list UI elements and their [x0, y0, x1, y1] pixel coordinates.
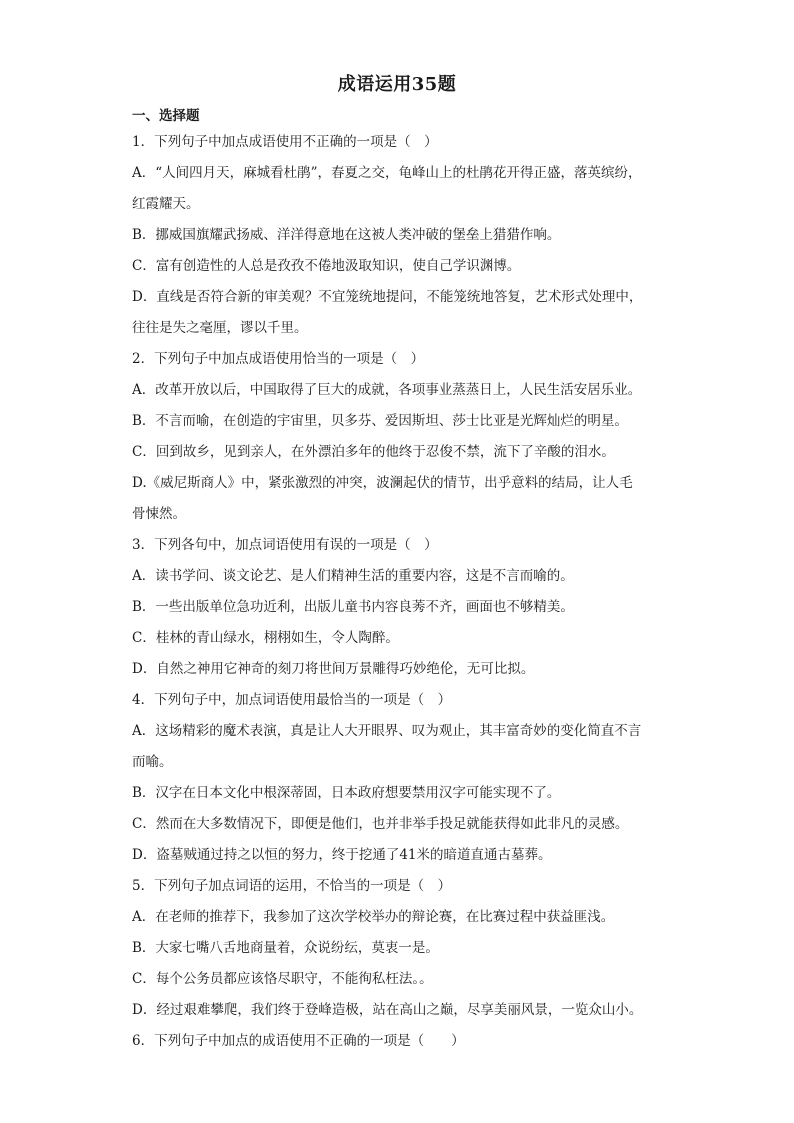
answer-option: A．改革开放以后，中国取得了巨大的成就，各项事业蒸蒸日上，人民生活安居乐业。 [132, 382, 642, 398]
question-stem: 2．下列句子中加点成语使用恰当的一项是（ ） [132, 351, 425, 367]
answer-option: C．然而在大多数情况下，即便是他们，也并非举手投足就能获得如此非凡的灵感。 [132, 816, 629, 832]
question-stem: 1．下列句子中加点成语使用不正确的一项是（ ） [132, 134, 438, 150]
answer-option: A．“人间四月天，麻城看杜鹃”，春夏之交，龟峰山上的杜鹃花开得正盛，落英缤纷， [132, 165, 642, 181]
answer-option: D.《威尼斯商人》中，紧张激烈的冲突，波澜起伏的情节，出乎意料的结局，让人毛 [132, 475, 633, 491]
answer-option: B．汉字在日本文化中根深蒂固，日本政府想要禁用汉字可能实现不了。 [132, 785, 561, 801]
question-stem: 5．下列句子加点词语的运用，不恰当的一项是（ ） [132, 878, 452, 894]
answer-option: D．自然之神用它神奇的刻刀将世间万景雕得巧妙绝伦，无可比拟。 [132, 661, 535, 677]
answer-option: 而喻。 [132, 754, 173, 770]
answer-option: B．不言而喻，在创造的宇宙里，贝多芬、爱因斯坦、莎士比亚是光辉灿烂的明星。 [132, 413, 628, 429]
answer-option: A．读书学问、谈文论艺、是人们精神生活的重要内容，这是不言而喻的。 [132, 568, 574, 584]
answer-option: C．桂林的青山绿水，栩栩如生，令人陶醉。 [132, 630, 399, 646]
question-stem: 6．下列句子中加点的成语使用不正确的一项是（ ） [132, 1033, 465, 1049]
answer-option: D．直线是否符合新的审美观？不宜笼统地提问，不能笼统地答复，艺术形式处理中， [132, 289, 643, 305]
section-heading: 一、选择题 [132, 108, 200, 124]
question-stem: 4．下列句子中，加点词语使用最恰当的一项是（ ） [132, 692, 452, 708]
answer-option: C．富有创造性的人总是孜孜不倦地汲取知识，使自己学识渊博。 [132, 258, 521, 274]
answer-option: B．一些出版单位急功近利，出版儿童书内容良莠不齐，画面也不够精美。 [132, 599, 574, 615]
answer-option: 骨悚然。 [132, 506, 186, 522]
answer-option: D．盗墓贼通过持之以恒的努力，终于挖通了41米的暗道直通古墓葬。 [132, 847, 552, 863]
answer-option: C．回到故乡，见到亲人，在外漂泊多年的他终于忍俊不禁，流下了辛酸的泪水。 [132, 444, 615, 460]
answer-option: 红霞耀天。 [132, 196, 200, 212]
answer-option: D．经过艰难攀爬，我们终于登峰造极，站在高山之巅，尽享美丽风景，一览众山小。 [132, 1002, 643, 1018]
answer-option: C．每个公务员都应该恪尽职守，不能徇私枉法。。 [132, 971, 433, 987]
question-stem: 3．下列各句中，加点词语使用有误的一项是（ ） [132, 537, 438, 553]
question-list [132, 127, 672, 1057]
answer-option: B．大家七嘴八舌地商量着，众说纷纭，莫衷一是。 [132, 940, 439, 956]
answer-option: B．挪威国旗耀武扬威、洋洋得意地在这被人类冲破的堡垒上猎猎作响。 [132, 227, 561, 243]
answer-option: 往往是失之毫厘，谬以千里。 [132, 320, 308, 336]
document-title: 成语运用35题 [337, 74, 457, 95]
answer-option: A．这场精彩的魔术表演，真是让人大开眼界、叹为观止，其丰富奇妙的变化简直不言 [132, 723, 642, 739]
answer-option: A．在老师的推荐下，我参加了这次学校举办的辩论赛，在比赛过程中获益匪浅。 [132, 909, 615, 925]
